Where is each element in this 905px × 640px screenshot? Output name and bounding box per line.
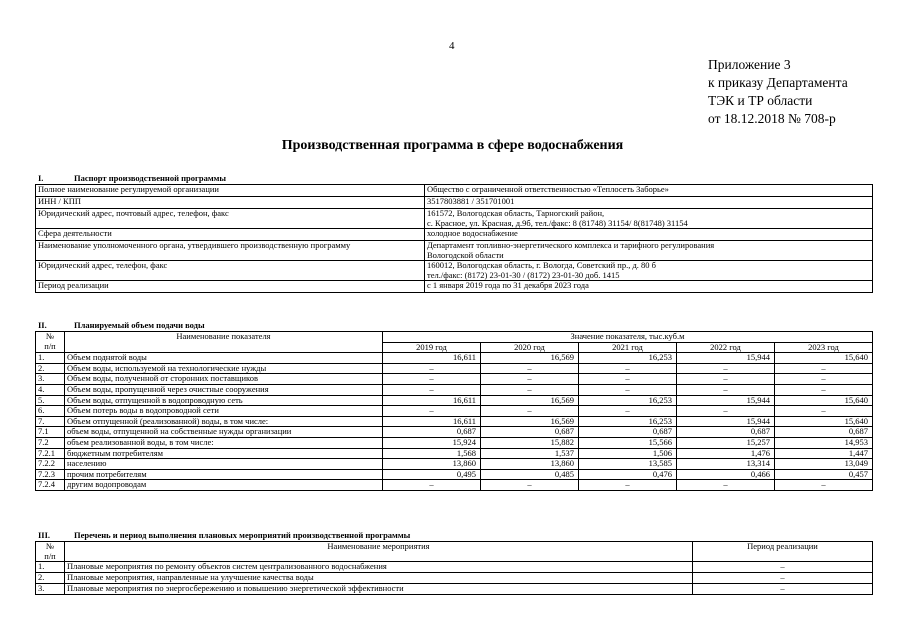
table-row xyxy=(36,374,873,385)
header-year: 2020 год xyxy=(481,342,579,353)
table-row xyxy=(36,384,873,395)
row-value: 16,253 xyxy=(579,353,677,364)
row-value-line: 161572, Вологодская область, Тарногский район, xyxy=(427,208,605,218)
row-value xyxy=(425,261,873,281)
row-value: 13,049 xyxy=(775,459,873,470)
row-label: Период реализации xyxy=(36,281,425,293)
table-row xyxy=(36,573,873,584)
row-no: 5. xyxy=(36,395,65,406)
row-value: 16,569 xyxy=(481,395,579,406)
row-value: 15,924 xyxy=(383,437,481,448)
header-year: 2019 год xyxy=(383,342,481,353)
row-name: Плановые мероприятия по энергосбережению и повышению энергетической эффективности xyxy=(65,584,693,595)
table-row xyxy=(36,459,873,470)
row-no: 7.2.3 xyxy=(36,469,65,480)
row-value: 13,585 xyxy=(579,459,677,470)
row-no: 2. xyxy=(36,573,65,584)
header-year: 2022 год xyxy=(677,342,775,353)
table-row xyxy=(36,406,873,417)
row-value: 16,611 xyxy=(383,395,481,406)
header-no xyxy=(36,542,65,562)
row-value: 0,687 xyxy=(677,427,775,438)
table-row xyxy=(36,480,873,491)
row-value: – xyxy=(481,406,579,417)
row-name: Объем отпущенной (реализованной) воды, в том числе: xyxy=(65,416,383,427)
row-value: 15,882 xyxy=(481,437,579,448)
section-heading xyxy=(38,320,205,330)
row-label: Наименование уполномоченного органа, утвердившего производственную программу xyxy=(36,241,425,261)
row-value: – xyxy=(677,384,775,395)
table-row xyxy=(36,197,873,209)
table-header-row xyxy=(36,332,873,343)
row-name: прочим потребителям xyxy=(65,469,383,480)
row-no: 7.2.1 xyxy=(36,448,65,459)
header-no-line: п/п xyxy=(44,340,56,351)
row-period: – xyxy=(693,584,873,595)
header-values: Значение показателя, тыс.куб.м xyxy=(383,332,873,343)
header-no-line: № xyxy=(45,541,55,551)
table-row xyxy=(36,363,873,374)
row-value: 0,687 xyxy=(383,427,481,438)
row-no: 7.1 xyxy=(36,427,65,438)
row-no: 7.2.2 xyxy=(36,459,65,470)
row-value-line: тел./факс: (8172) 23-01-30 / (8172) 23-01-30 доб. 1415 xyxy=(427,269,620,280)
row-label: Полное наименование регулируемой организации xyxy=(36,185,425,197)
row-value: 16,611 xyxy=(383,416,481,427)
row-value: 0,687 xyxy=(579,427,677,438)
row-label: ИНН / КПП xyxy=(36,197,425,209)
table-row xyxy=(36,353,873,364)
row-value: Общество с ограниченной ответственностью «Теплосеть Заборье» xyxy=(425,185,873,197)
row-no: 6. xyxy=(36,406,65,417)
row-value: 1,447 xyxy=(775,448,873,459)
measures-table xyxy=(35,541,873,595)
table-header-row xyxy=(36,542,873,562)
row-value: 15,640 xyxy=(775,353,873,364)
row-value: с 1 января 2019 года по 31 декабря 2023 года xyxy=(425,281,873,293)
row-value: 0,457 xyxy=(775,469,873,480)
row-value: – xyxy=(775,363,873,374)
appendix-line: Приложение 3 xyxy=(708,57,791,72)
row-no: 7.2 xyxy=(36,437,65,448)
row-value: 13,314 xyxy=(677,459,775,470)
row-value: – xyxy=(677,480,775,491)
row-value: – xyxy=(383,384,481,395)
row-value: 16,253 xyxy=(579,416,677,427)
row-value: – xyxy=(481,384,579,395)
section-title: Перечень и период выполнения плановых мероприятий производственной программы xyxy=(74,530,411,540)
table-row xyxy=(36,584,873,595)
page-title: Производственная программа в сфере водоснабжения xyxy=(281,138,624,153)
row-value: 1,506 xyxy=(579,448,677,459)
row-no: 1. xyxy=(36,353,65,364)
row-value: 0,466 xyxy=(677,469,775,480)
header-name: Наименование мероприятия xyxy=(65,542,693,562)
row-value-line: 160012, Вологодская область, г. Вологда, Советский пр., д. 80 б xyxy=(427,260,657,270)
row-no: 7. xyxy=(36,416,65,427)
water-volume-table xyxy=(35,331,873,491)
row-value: 15,640 xyxy=(775,416,873,427)
row-name: Плановые мероприятия, направленные на улучшение качества воды xyxy=(65,573,693,584)
row-name: Объем поднятой воды xyxy=(65,353,383,364)
row-value: 1,568 xyxy=(383,448,481,459)
appendix-line: ТЭК и ТР области xyxy=(708,93,813,108)
row-value: 0,485 xyxy=(481,469,579,480)
row-value: – xyxy=(775,374,873,385)
row-value: 15,944 xyxy=(677,395,775,406)
row-value xyxy=(425,241,873,261)
table-row xyxy=(36,281,873,293)
row-value: 0,495 xyxy=(383,469,481,480)
row-value: – xyxy=(481,480,579,491)
row-value: – xyxy=(775,384,873,395)
table-row xyxy=(36,448,873,459)
table-row xyxy=(36,427,873,438)
row-no: 1. xyxy=(36,562,65,573)
row-value: – xyxy=(383,480,481,491)
header-name: Наименование показателя xyxy=(65,332,383,353)
header-period: Период реализации xyxy=(693,542,873,562)
header-no xyxy=(36,332,65,353)
row-name: другим водопроводам xyxy=(65,480,383,491)
section-title: Паспорт производственной программы xyxy=(74,173,227,183)
row-value: 16,569 xyxy=(481,416,579,427)
appendix-line: к приказу Департамента xyxy=(708,75,848,90)
row-value: 15,566 xyxy=(579,437,677,448)
row-value: – xyxy=(579,363,677,374)
table-row xyxy=(36,395,873,406)
row-value: 14,953 xyxy=(775,437,873,448)
water-volume-body xyxy=(36,353,873,491)
row-value: – xyxy=(677,374,775,385)
row-name: Объем воды, отпущенной в водопроводную сеть xyxy=(65,395,383,406)
row-value: 15,640 xyxy=(775,395,873,406)
section-number: II. xyxy=(38,320,47,330)
row-no: 3. xyxy=(36,374,65,385)
table-row xyxy=(36,469,873,480)
row-value: 0,476 xyxy=(579,469,677,480)
row-value: – xyxy=(775,406,873,417)
page-number: 4 xyxy=(449,40,455,52)
table-row xyxy=(36,416,873,427)
row-name: населению xyxy=(65,459,383,470)
row-value: холодное водоснабжение xyxy=(425,229,873,241)
row-period: – xyxy=(693,573,873,584)
table-row xyxy=(36,185,873,197)
row-value: 13,860 xyxy=(383,459,481,470)
row-value: 3517803881 / 351701001 xyxy=(425,197,873,209)
row-name: Объем воды, пропущенной через очистные сооружения xyxy=(65,384,383,395)
table-row xyxy=(36,261,873,281)
section-heading xyxy=(38,530,410,540)
row-name: Объем воды, полученной от сторонних поставщиков xyxy=(65,374,383,385)
row-name: бюджетным потребителям xyxy=(65,448,383,459)
row-value: 1,537 xyxy=(481,448,579,459)
row-value-line: Вологодской области xyxy=(427,249,504,260)
appendix-block xyxy=(708,56,848,128)
section-number: III. xyxy=(38,530,51,540)
row-name: Объем потерь воды в водопроводной сети xyxy=(65,406,383,417)
row-value: 15,944 xyxy=(677,353,775,364)
row-value: – xyxy=(383,374,481,385)
row-label: Юридический адрес, телефон, факс xyxy=(36,261,425,281)
table-row xyxy=(36,229,873,241)
section-heading xyxy=(38,173,226,183)
row-name: Плановые мероприятия по ремонту объектов систем централизованного водоснабжения xyxy=(65,562,693,573)
row-value: 16,569 xyxy=(481,353,579,364)
row-value: – xyxy=(677,406,775,417)
row-label: Сфера деятельности xyxy=(36,229,425,241)
row-value: – xyxy=(481,363,579,374)
row-value: 16,611 xyxy=(383,353,481,364)
header-year: 2021 год xyxy=(579,342,677,353)
row-value: – xyxy=(383,406,481,417)
row-value-line: с. Красное, ул. Красная, д.9б, тел./факс: 8 (81748) 31154/ 8(81748) 31154 xyxy=(427,217,688,228)
appendix-line: от 18.12.2018 № 708-р xyxy=(708,111,836,126)
row-value: – xyxy=(579,384,677,395)
row-value: 13,860 xyxy=(481,459,579,470)
table-row xyxy=(36,437,873,448)
row-value: 0,687 xyxy=(775,427,873,438)
row-value: – xyxy=(579,406,677,417)
passport-table xyxy=(35,184,873,293)
row-name: Объем воды, используемой на технологические нужды xyxy=(65,363,383,374)
row-value: 1,476 xyxy=(677,448,775,459)
row-value: 15,257 xyxy=(677,437,775,448)
table-row xyxy=(36,209,873,229)
row-value xyxy=(425,209,873,229)
row-value: – xyxy=(481,374,579,385)
header-no-line: № xyxy=(45,331,55,341)
table-row xyxy=(36,562,873,573)
row-period: – xyxy=(693,562,873,573)
row-value: – xyxy=(579,374,677,385)
row-value: – xyxy=(775,480,873,491)
row-value: 15,944 xyxy=(677,416,775,427)
row-no: 7.2.4 xyxy=(36,480,65,491)
row-name: объем воды, отпущенной на собственные нужды организации xyxy=(65,427,383,438)
row-no: 2. xyxy=(36,363,65,374)
row-value: – xyxy=(677,363,775,374)
row-label: Юридический адрес, почтовый адрес, телефон, факс xyxy=(36,209,425,229)
row-value: – xyxy=(579,480,677,491)
row-value: 0,687 xyxy=(481,427,579,438)
row-no: 3. xyxy=(36,584,65,595)
header-no-line: п/п xyxy=(44,550,56,561)
row-no: 4. xyxy=(36,384,65,395)
row-name: объем реализованной воды, в том числе: xyxy=(65,437,383,448)
row-value: 16,253 xyxy=(579,395,677,406)
row-value: – xyxy=(383,363,481,374)
header-year: 2023 год xyxy=(775,342,873,353)
section-number: I. xyxy=(38,173,44,183)
table-row xyxy=(36,241,873,261)
row-value-line: Департамент топливно-энергетического комплекса и тарифного регулирования xyxy=(427,240,715,250)
section-title: Планируемый объем подачи воды xyxy=(74,320,205,330)
